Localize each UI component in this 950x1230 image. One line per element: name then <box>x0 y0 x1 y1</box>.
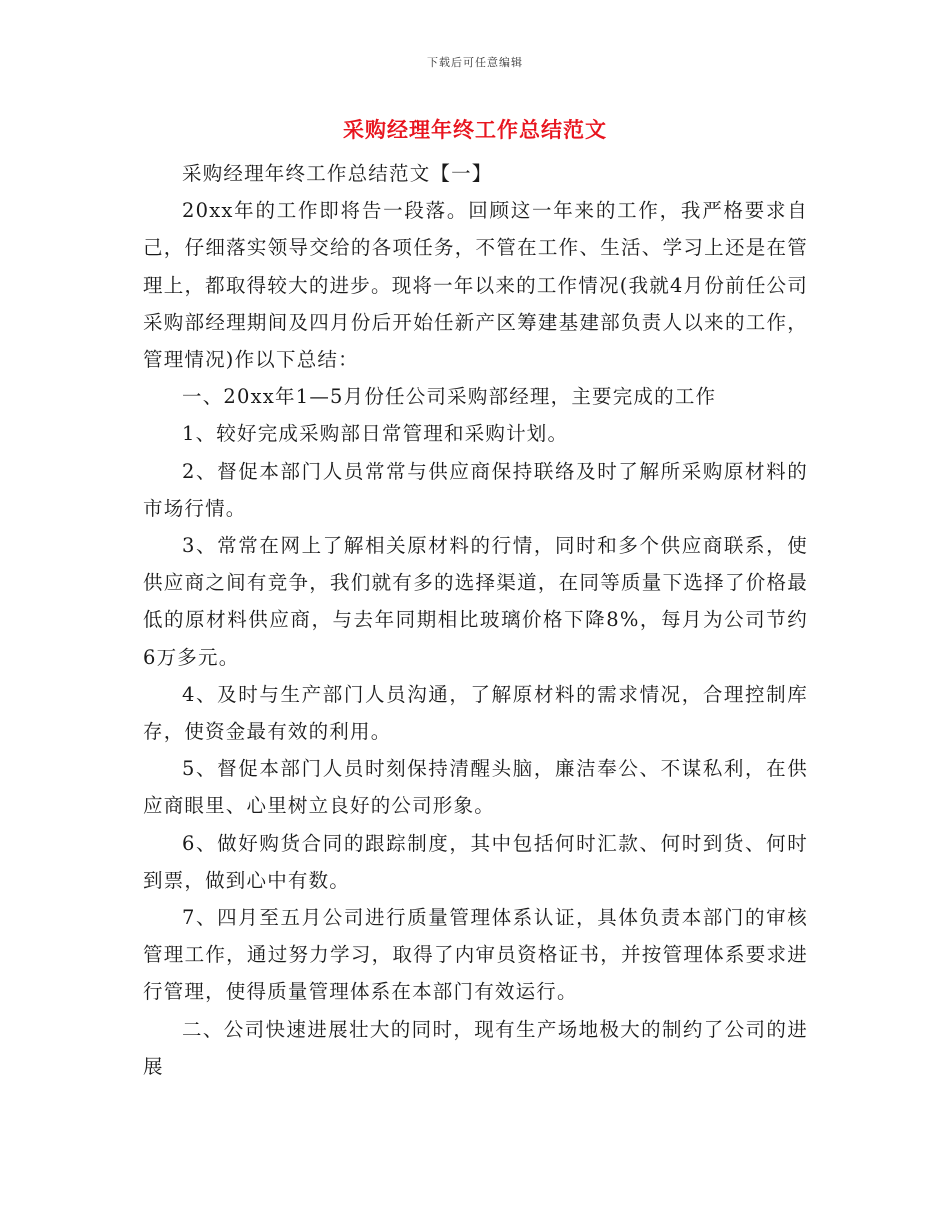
part-two-heading: 二、公司快速进展壮大的同时，现有生产场地极大的制约了公司的进展 <box>143 1017 808 1078</box>
part-one-heading: 一、20xx年1—5月份任公司采购部经理，主要完成的工作 <box>182 385 717 409</box>
list-item: 2、督促本部门人员常常与供应商保持联络及时了解所采购原材料的市场行情。 <box>143 459 808 520</box>
document-title: 采购经理年终工作总结范文 <box>343 117 607 142</box>
list-item: 1、较好完成采购部日常管理和采购计划。 <box>182 422 569 446</box>
list-item: 5、督促本部门人员时刻保持清醒头脑，廉洁奉公、不谋私利，在供应商眼里、心里树立良好的公司形象。 <box>143 757 808 818</box>
list-item: 4、及时与生产部门人员沟通，了解原材料的需求情况，合理控制库存，使资金最有效的利用。 <box>143 682 808 744</box>
intro-paragraph: 20xx年的工作即将告一段落。回顾这一年来的工作，我严格要求自己，仔细落实领导交给的各项任务，不管在工作、生活、学习上还是在管理上，都取得较大的进步。现将一年以来的工作情况(我就4月份前任公司采购部经理期间及四月份后开始任新产区筹建基建部负责人以来的工作，管理情况)作以下总结： <box>143 199 808 372</box>
list-item: 6、做好购货合同的跟踪制度，其中包括何时汇款、何时到货、何时到票，做到心中有数。 <box>143 831 808 892</box>
list-item: 7、四月至五月公司进行质量管理体系认证，具体负责本部门的审核管理工作，通过努力学习，取得了内审员资格证书，并按管理体系要求进行管理，使得质量管理体系在本部门有效运行。 <box>143 906 808 1004</box>
document-body <box>143 155 808 1085</box>
list-item: 3、常常在网上了解相关原材料的行情，同时和多个供应商联系，使供应商之间有竞争，我们就有多的选择渠道，在同等质量下选择了价格最低的原材料供应商，与去年同期相比玻璃价格下降8%，每月为公司节约6万多元。 <box>143 534 808 669</box>
section-heading: 采购经理年终工作总结范文【一】 <box>182 162 493 185</box>
header-note: 下载后可任意编辑 <box>427 56 523 69</box>
